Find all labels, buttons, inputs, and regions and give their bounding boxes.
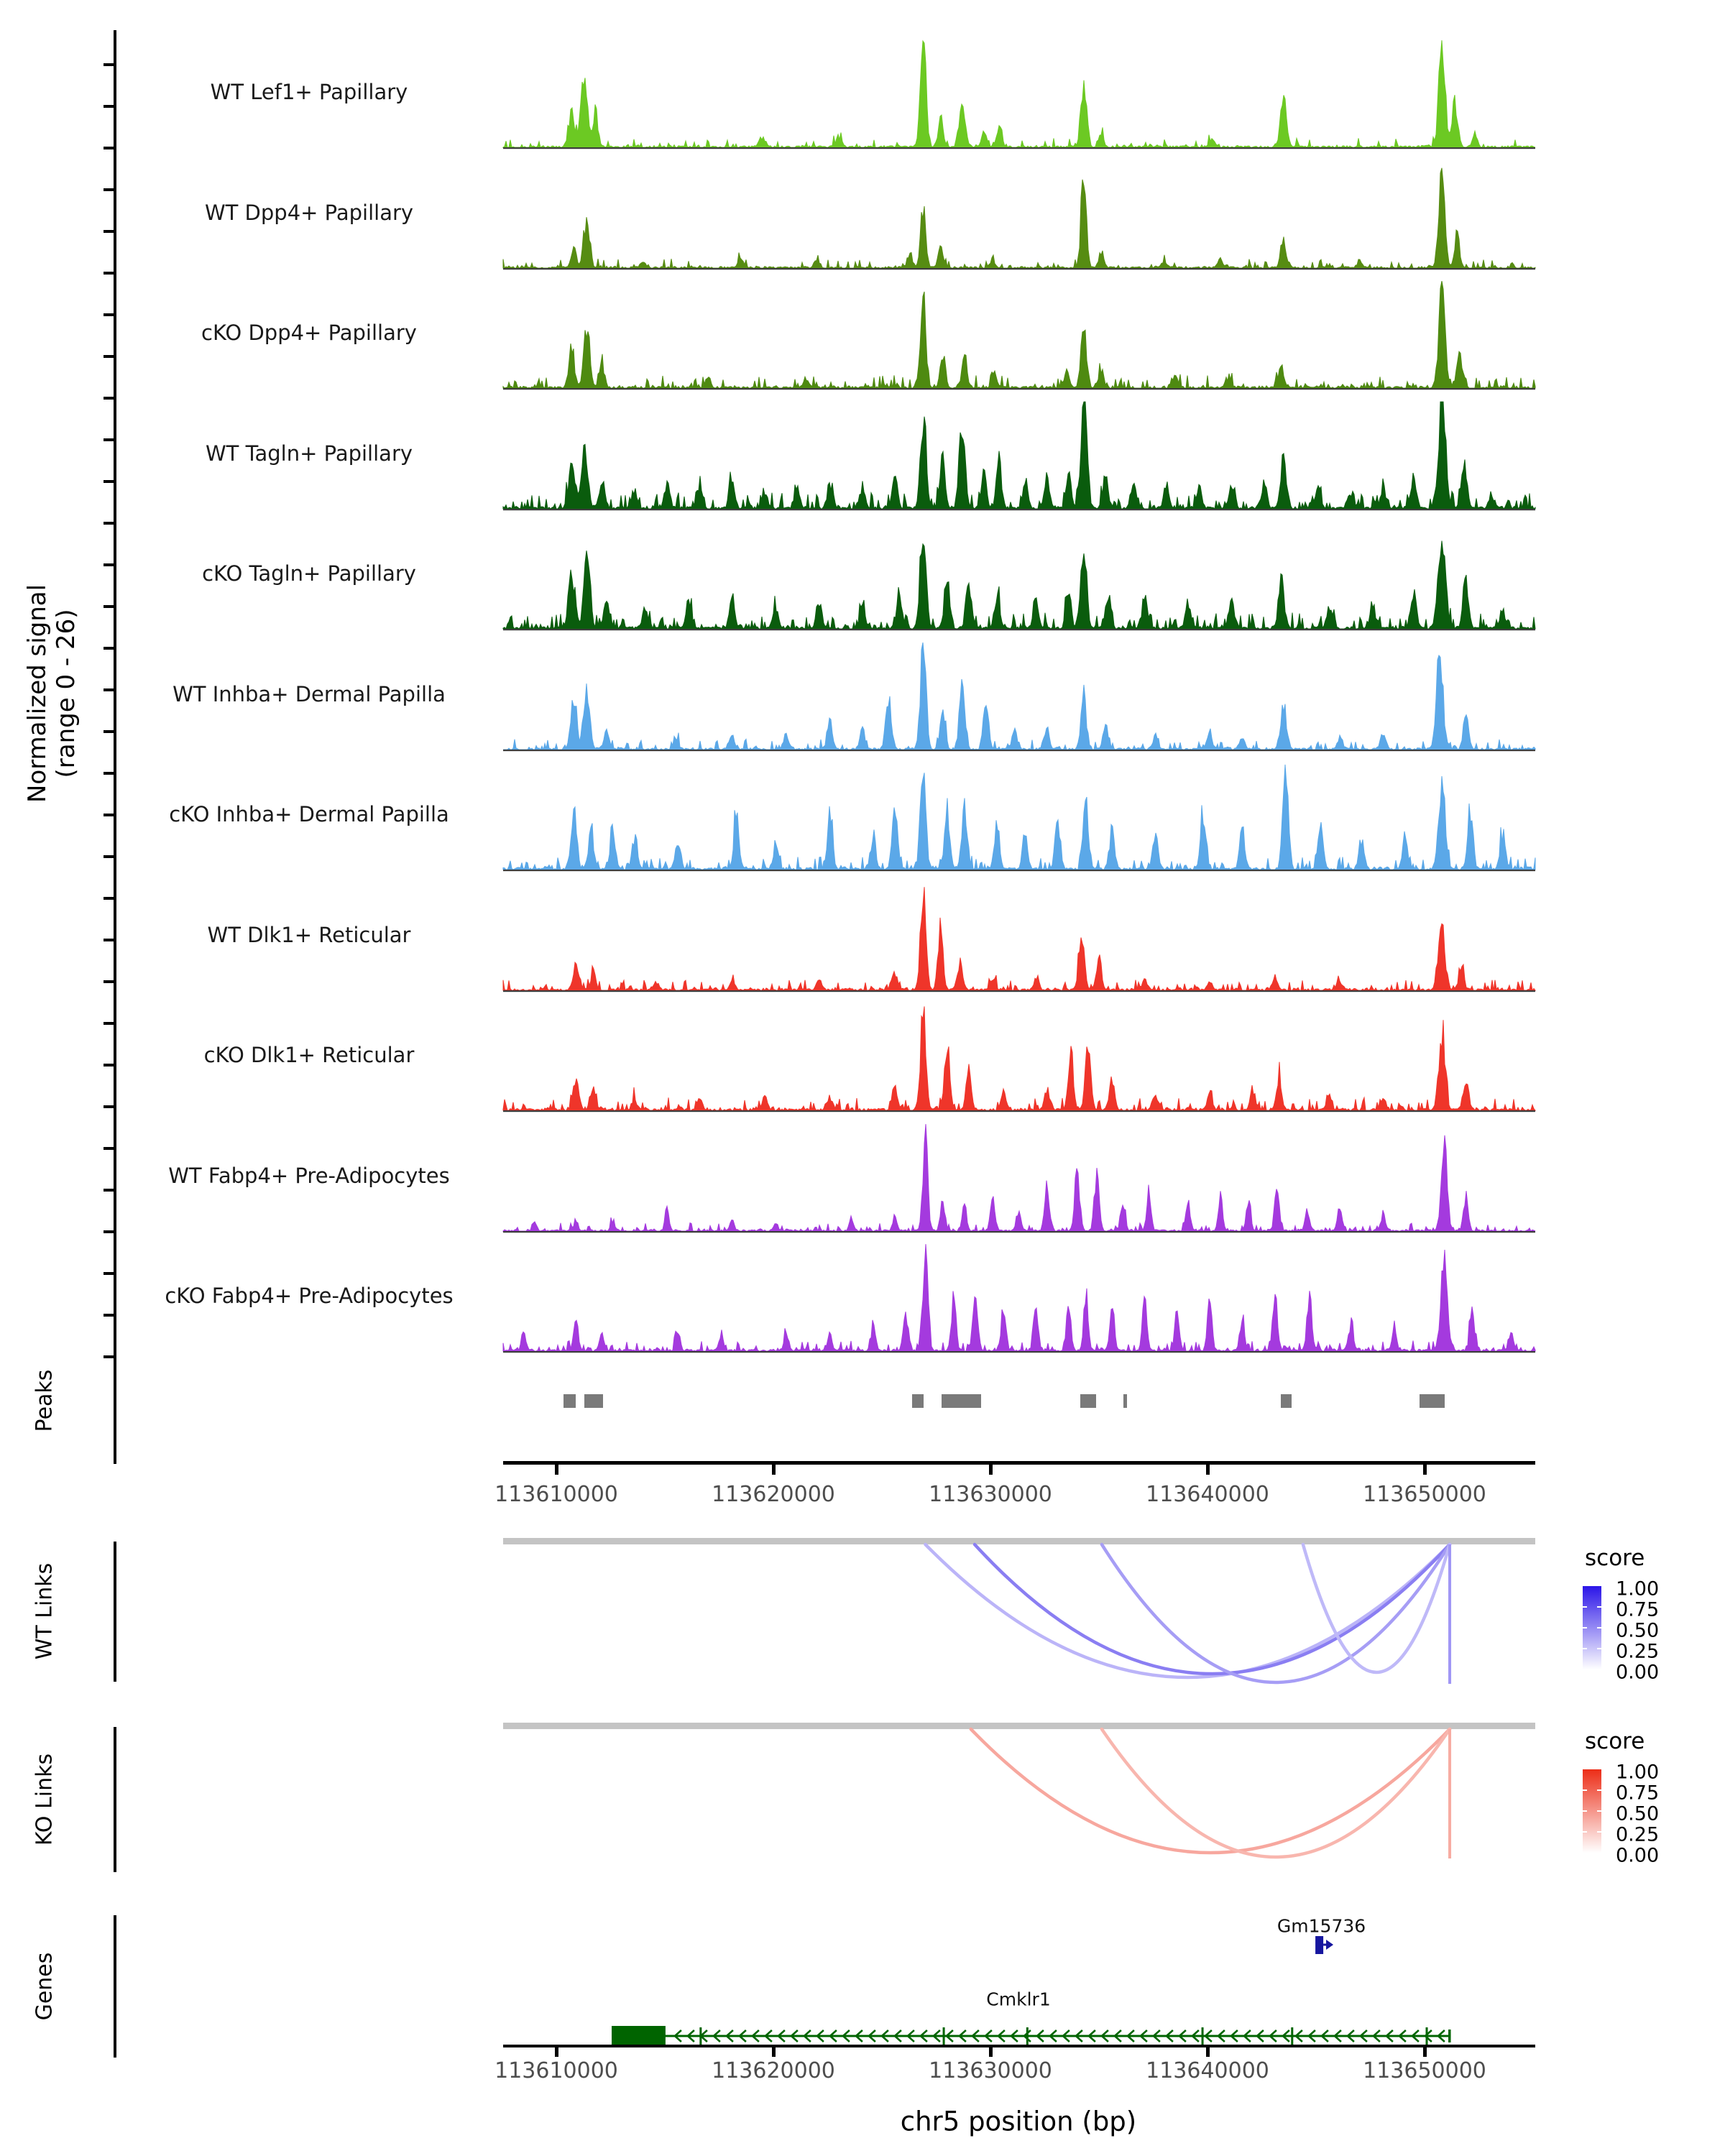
peaks-bracket	[114, 1337, 116, 1464]
track-label: WT Tagln+ Papillary	[205, 441, 413, 466]
axis-tick	[772, 2047, 776, 2057]
track-label: cKO Inhba+ Dermal Papilla	[169, 802, 449, 826]
axis-tick	[989, 2047, 993, 2057]
signal-polygon	[503, 40, 1535, 147]
y-axis-tick	[104, 480, 114, 483]
exon-tick	[699, 2027, 702, 2045]
legend-tick-label: 0.75	[1616, 1598, 1660, 1621]
gene-name-label: Gm15736	[1276, 1915, 1366, 1937]
track-label: cKO Dlk1+ Reticular	[203, 1043, 415, 1067]
genes-section-label: Genes	[32, 1952, 58, 2021]
tracks-axis-spine	[114, 30, 116, 1364]
y-axis-tick	[104, 647, 114, 650]
peak-interval	[942, 1394, 981, 1408]
axis-tick-label: 113630000	[929, 2058, 1052, 2083]
axis-tick-label: 113620000	[712, 1482, 835, 1507]
track-label: WT Lef1+ Papillary	[210, 80, 408, 104]
exon-tick	[1202, 2027, 1204, 2045]
legend-tick-label: 0.75	[1616, 1782, 1660, 1805]
track-baseline	[503, 1351, 1535, 1353]
track-baseline	[503, 990, 1535, 992]
axis-tick	[555, 2047, 558, 2057]
x-axis-label: chr5 position (bp)	[900, 2106, 1137, 2137]
wt-links-section-label: WT Links	[32, 1562, 58, 1660]
legend-bar-tick	[1597, 1831, 1601, 1833]
exon-tick	[1291, 2027, 1293, 2045]
peak-interval	[1281, 1394, 1292, 1408]
y-axis-tick	[104, 1355, 114, 1358]
y-axis-tick	[104, 147, 114, 149]
axis-tick	[1206, 2047, 1210, 2057]
legend-bar-tick	[1583, 1627, 1587, 1628]
signal-polygon	[503, 541, 1535, 630]
signal-track-svg	[503, 883, 1535, 993]
legend-tick-label: 1.00	[1616, 1761, 1660, 1784]
track-label: WT Dpp4+ Papillary	[204, 200, 414, 225]
y-axis-tick	[104, 980, 114, 983]
y-axis-tick	[104, 772, 114, 775]
wt-links-arcs-canvas	[503, 1544, 1535, 1724]
axis-tick-label: 113620000	[712, 2058, 835, 2083]
y-axis-tick	[104, 1022, 114, 1025]
axis-tick	[1423, 1465, 1427, 1475]
y-axis-tick	[104, 188, 114, 191]
track-baseline	[503, 750, 1535, 751]
legend-bar-tick	[1583, 1648, 1587, 1649]
signal-track-svg	[503, 762, 1535, 872]
signal-polygon	[503, 1244, 1535, 1351]
track-label: cKO Dpp4+ Papillary	[201, 321, 417, 345]
y-axis-tick	[104, 230, 114, 233]
y-axis-tick	[104, 605, 114, 608]
y-axis-tick	[104, 355, 114, 358]
signal-track-svg	[503, 521, 1535, 632]
link-arc	[971, 1729, 1450, 1853]
signal-polygon	[503, 765, 1535, 870]
peaks-axis-line	[503, 1461, 1535, 1465]
gene-exon-box	[612, 2026, 666, 2046]
signal-track-svg	[503, 280, 1535, 391]
y-axis-label-line1: Normalized signal	[23, 584, 52, 803]
link-arc	[925, 1544, 1450, 1677]
y-axis-tick	[104, 814, 114, 816]
axis-tick-label: 113610000	[494, 2058, 618, 2083]
y-axis-tick	[104, 105, 114, 108]
y-axis-tick	[104, 438, 114, 441]
y-axis-tick	[104, 1105, 114, 1108]
y-axis-tick	[104, 313, 114, 316]
exon-tick	[943, 2027, 945, 2045]
track-baseline	[503, 268, 1535, 270]
axis-tick-label: 113650000	[1363, 2058, 1486, 2083]
link-arc	[975, 1544, 1450, 1674]
axis-tick-label: 113630000	[929, 1482, 1052, 1507]
signal-track-svg	[503, 401, 1535, 512]
track-baseline	[503, 509, 1535, 510]
wt-links-bracket	[114, 1542, 116, 1682]
peak-interval	[1080, 1394, 1096, 1408]
peaks-section-label: Peaks	[32, 1369, 58, 1432]
ko-links-bracket	[114, 1727, 116, 1872]
track-label: WT Fabp4+ Pre-Adipocytes	[168, 1163, 450, 1188]
y-axis-tick	[104, 1189, 114, 1192]
track-baseline	[503, 147, 1535, 149]
signal-track-svg	[503, 1123, 1535, 1234]
y-axis-tick	[104, 272, 114, 275]
y-axis-tick	[104, 563, 114, 566]
track-label: cKO Fabp4+ Pre-Adipocytes	[165, 1284, 454, 1308]
track-label: cKO Tagln+ Papillary	[202, 561, 416, 586]
ko-links-section-label: KO Links	[32, 1753, 58, 1846]
signal-track-svg	[503, 1243, 1535, 1354]
y-axis-tick	[104, 939, 114, 941]
legend-bar-tick	[1597, 1810, 1601, 1812]
signal-track-svg	[503, 40, 1535, 150]
peak-interval	[564, 1394, 576, 1408]
genome-axis-line	[503, 2045, 1535, 2047]
axis-tick-label: 113640000	[1146, 2058, 1269, 2083]
signal-polygon	[503, 281, 1535, 388]
legend-bar-tick	[1583, 1789, 1587, 1791]
legend-tick-label: 0.00	[1616, 1844, 1660, 1867]
peak-interval	[912, 1394, 924, 1408]
track-baseline	[503, 388, 1535, 390]
legend-bar-tick	[1583, 1831, 1587, 1833]
track-label: WT Inhba+ Dermal Papilla	[172, 681, 446, 706]
y-axis-tick	[104, 1230, 114, 1233]
ko-links-chrom-bar	[503, 1723, 1535, 1729]
legend-bar-tick	[1597, 1627, 1601, 1628]
y-axis-label-line2: (range 0 - 26)	[52, 609, 80, 778]
wt-links-chrom-bar	[503, 1538, 1535, 1544]
y-axis-tick	[104, 63, 114, 66]
track-baseline	[503, 1231, 1535, 1233]
signal-polygon	[503, 642, 1535, 750]
signal-polygon	[503, 402, 1535, 509]
legend-bar-tick	[1597, 1648, 1601, 1649]
ko-links-arcs-canvas	[503, 1729, 1535, 1894]
y-axis-tick	[104, 1272, 114, 1275]
legend-tick-label: 1.00	[1616, 1577, 1660, 1600]
y-axis-tick	[104, 397, 114, 400]
axis-tick	[1423, 2047, 1427, 2057]
legend-tick-label: 0.00	[1616, 1661, 1660, 1684]
exon-tick	[1026, 2027, 1029, 2045]
axis-tick	[989, 1465, 993, 1475]
legend-tick-label: 0.50	[1616, 1802, 1660, 1825]
gene-end-tick	[1448, 2030, 1451, 2042]
track-baseline	[503, 629, 1535, 630]
gene-exon-box	[1315, 1936, 1323, 1954]
axis-tick-label: 113640000	[1146, 1482, 1269, 1507]
strand-arrow-right	[1326, 1940, 1333, 1950]
track-label: WT Dlk1+ Reticular	[207, 922, 411, 947]
axis-tick	[1206, 1465, 1210, 1475]
y-axis-tick	[104, 855, 114, 858]
y-axis-tick	[104, 897, 114, 900]
y-axis-tick	[104, 1314, 114, 1317]
peak-interval	[1420, 1394, 1445, 1408]
axis-tick-label: 113610000	[494, 1482, 618, 1507]
legend-tick-label: 0.25	[1616, 1640, 1660, 1663]
wt-legend-title: score	[1585, 1545, 1645, 1571]
legend-bar-tick	[1597, 1789, 1601, 1791]
link-arc	[1102, 1729, 1450, 1857]
y-axis-tick	[104, 688, 114, 691]
genes-bracket	[114, 1915, 116, 2058]
wt-legend-gradient-bar	[1583, 1586, 1601, 1669]
exon-tick	[1426, 2027, 1428, 2045]
genes-track-canvas	[503, 1897, 1535, 2055]
ko-legend-title: score	[1585, 1728, 1645, 1754]
signal-track-svg	[503, 1003, 1535, 1113]
peak-interval	[1123, 1394, 1127, 1408]
signal-track-svg	[503, 160, 1535, 271]
gene-name-label: Cmklr1	[986, 1989, 1051, 2010]
y-axis-tick	[104, 730, 114, 733]
axis-tick	[555, 1465, 558, 1475]
ko-legend-gradient-bar	[1583, 1769, 1601, 1853]
y-axis-tick	[104, 1147, 114, 1150]
signal-polygon	[503, 1006, 1535, 1110]
signal-polygon	[503, 167, 1535, 267]
y-axis-tick	[104, 522, 114, 525]
track-baseline	[503, 870, 1535, 871]
legend-tick-label: 0.25	[1616, 1823, 1660, 1846]
legend-bar-tick	[1583, 1606, 1587, 1608]
signal-track-svg	[503, 642, 1535, 752]
track-baseline	[503, 1110, 1535, 1112]
legend-bar-tick	[1583, 1810, 1587, 1812]
y-axis-tick	[104, 1064, 114, 1067]
peak-interval	[584, 1394, 603, 1408]
legend-bar-tick	[1597, 1606, 1601, 1608]
legend-tick-label: 0.50	[1616, 1619, 1660, 1642]
axis-tick-label: 113650000	[1363, 1482, 1486, 1507]
axis-tick	[772, 1465, 776, 1475]
signal-polygon	[503, 887, 1535, 990]
signal-polygon	[503, 1124, 1535, 1231]
